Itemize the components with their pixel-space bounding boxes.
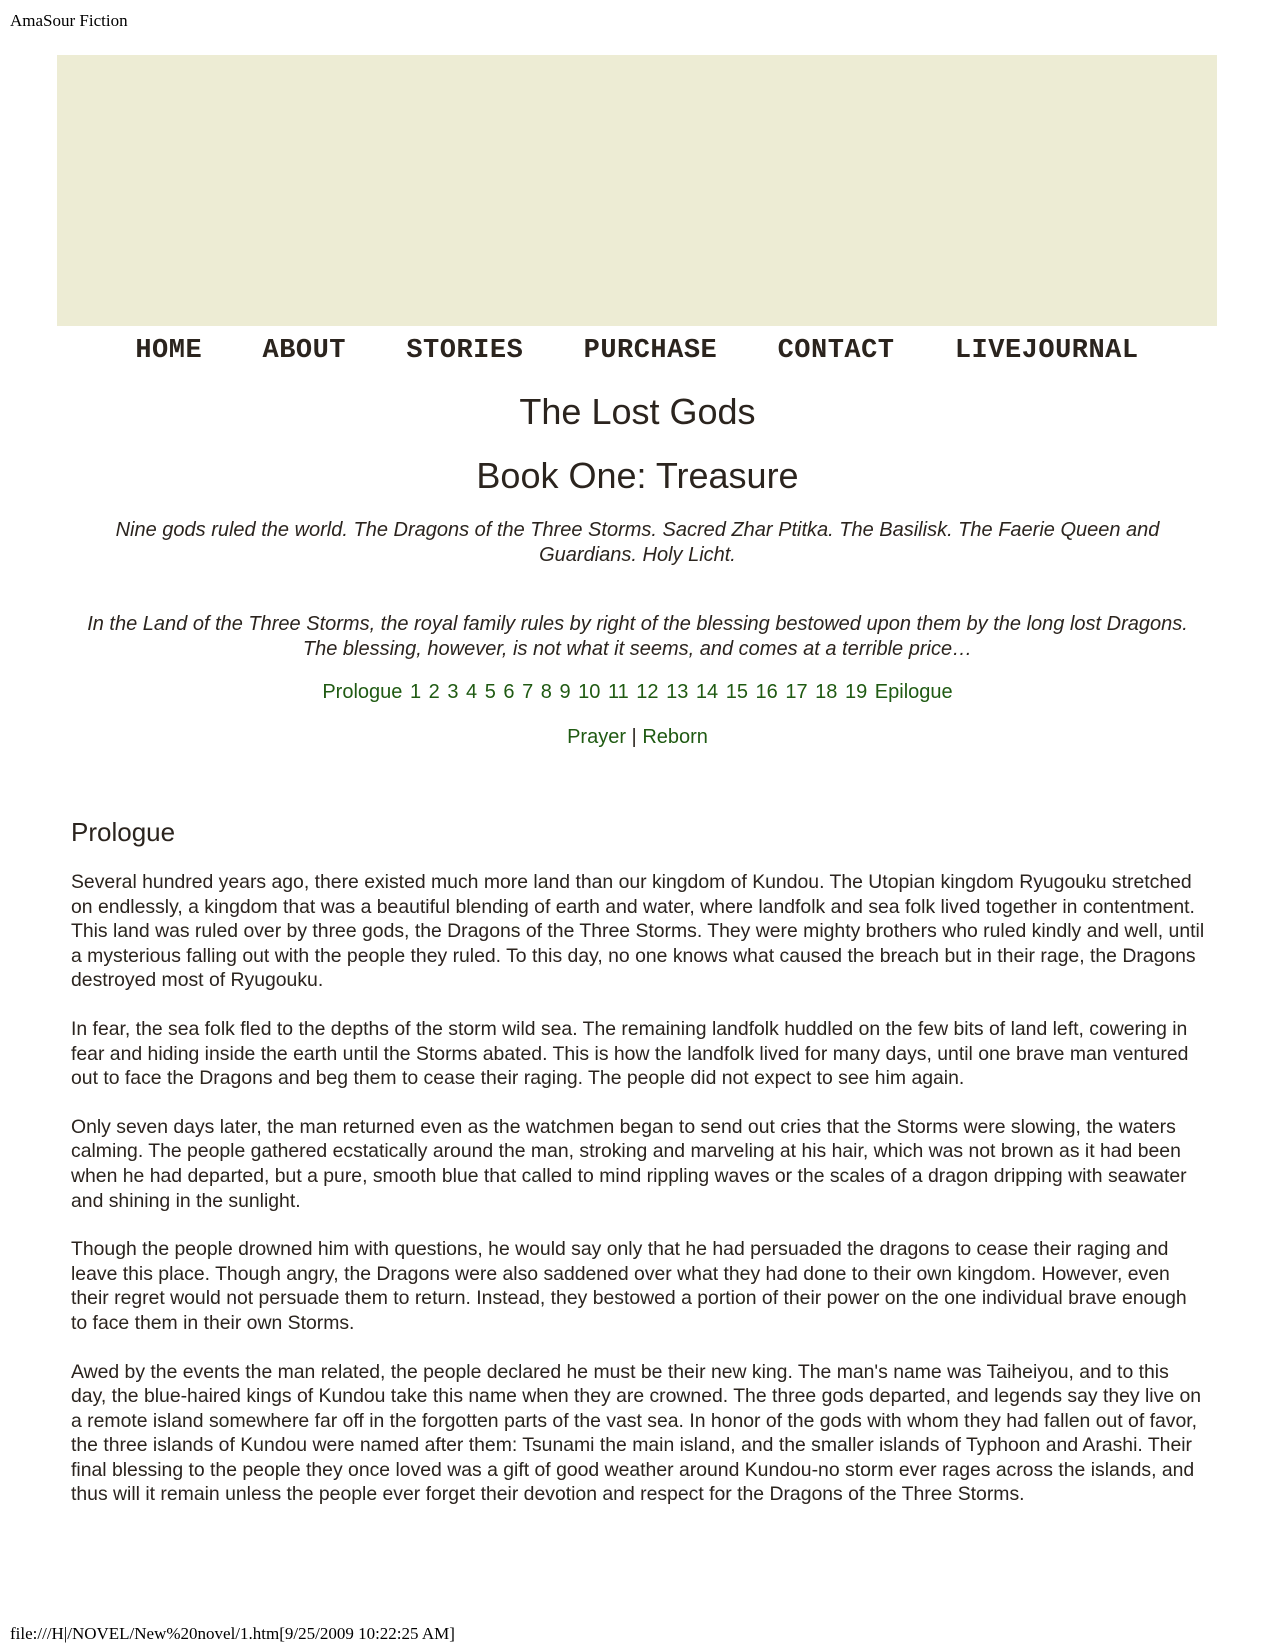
story-paragraph: In fear, the sea folk fled to the depths of the storm wild sea. The remaining landfolk huddled on the few bits of land left, cowering in fear and hiding inside the earth until the Storms abated. This is how the landfolk lived for many days, until one brave man ventured out to face the Dragons and beg them to cease their raging. The people did not expect to see him again.: [71, 1017, 1189, 1090]
nav-stories-link[interactable]: STORIES: [406, 336, 524, 366]
story-paragraph: Several hundred years ago, there existed much more land than our kingdom of Kundou. The Utopian kingdom Ryugouku stretched on endlessly, a kingdom that was a beautiful blending of earth and water, where landfolk and sea folk lived together in contentment. This land was ruled over by three gods, the Dragons of the Three Storms. They were mighty brothers who ruled kindly and well, until a mysterious falling out with the people they ruled. To this day, no one knows what caused the breach but in their rage, the Dragons destroyed most of Ryugouku.: [71, 871, 1205, 992]
chapter-link[interactable]: 18: [815, 681, 838, 703]
nav-livejournal-link[interactable]: LIVEJOURNAL: [954, 336, 1139, 366]
chapter-link[interactable]: 7: [522, 681, 534, 703]
chapter-link[interactable]: 9: [559, 681, 571, 703]
nav-home-link[interactable]: HOME: [135, 336, 203, 366]
chapter-link[interactable]: 8: [540, 681, 552, 703]
chapter-link[interactable]: 17: [785, 681, 808, 703]
site-banner: [57, 55, 1217, 366]
chapter-link[interactable]: 11: [607, 681, 629, 703]
story-paragraph: Awed by the events the man related, the people declared he must be their new king. The man's name was Taiheiyou, and to this day, the blue-haired kings of Kundou take this name when they are crowned. The three gods departed, and legends say they live on a remote island somewhere far off in the forgotten parts of the vast sea. In honor of the gods with whom they had fallen out of favor, the three islands of Kundou were named after them: Tsunami the main island, and the smaller islands of Typhoon and Arashi. Their final blessing to the people they once loved was a gift of good weather around Kundou-no storm ever rages across the islands, and thus will it remain unless the people ever forget their devotion and respect for the Dragons of the Three Storms.: [71, 1360, 1202, 1506]
nav-about-link[interactable]: ABOUT: [262, 336, 347, 366]
tagline-gods: Nine gods ruled the world. The Dragons of the Three Storms. Sacred Zhar Ptitka. The Basilisk. The Faerie Queen and Guardians. Holy Licht.: [115, 519, 1160, 566]
main-nav: [57, 336, 1217, 366]
chapter-link[interactable]: 5: [484, 681, 496, 703]
story-body: [71, 870, 1206, 1531]
chapter-link[interactable]: 19: [844, 681, 868, 703]
chapter-link[interactable]: Epilogue: [874, 681, 953, 703]
chapter-link[interactable]: 3: [447, 681, 459, 703]
story-paragraph: Only seven days later, the man returned even as the watchmen began to send out cries that the Storms were slowing, the waters calming. The people gathered ecstatically around the man, stroking and marveling at his hair, which was not brown as it had been when he had departed, but a pure, smooth blue that called to mind rippling waves or the scales of a dragon dripping with seawater and shining in the sunlight.: [71, 1115, 1187, 1212]
print-footer: file:///H|/NOVEL/New%20novel/1.htm[9/25/2009 10:22:25 AM]: [10, 1624, 455, 1643]
section-heading: Prologue: [71, 817, 176, 847]
chapter-link[interactable]: 6: [503, 681, 515, 703]
chapter-link[interactable]: 14: [695, 681, 719, 703]
reborn-link[interactable]: Reborn: [642, 726, 708, 748]
chapter-link[interactable]: 12: [636, 681, 659, 703]
chapter-links: [0, 681, 1275, 704]
extra-links: [0, 726, 1275, 749]
print-header: AmaSour Fiction: [10, 11, 128, 30]
chapter-link[interactable]: 10: [578, 681, 601, 703]
nav-purchase-link[interactable]: PURCHASE: [583, 336, 718, 366]
chapter-link[interactable]: 13: [666, 681, 689, 703]
prayer-link[interactable]: Prayer: [567, 726, 626, 748]
series-title: The Lost Gods: [519, 391, 756, 432]
link-separator: |: [631, 726, 637, 748]
book-title: Book One: Treasure: [476, 455, 799, 496]
chapter-link[interactable]: 1: [409, 681, 422, 703]
chapter-link[interactable]: 2: [428, 681, 440, 703]
story-paragraph: Though the people drowned him with questions, he would say only that he had persuaded the dragons to cease their raging and leave this place. Though angry, the Dragons were also saddened over what they had done to their own kingdom. However, even their regret would not persuade them to return. Instead, they bestowed a portion of their power on the one individual brave enough to face them in their own Storms.: [71, 1238, 1187, 1334]
chapter-link[interactable]: 16: [755, 681, 778, 703]
chapter-link[interactable]: Prologue: [322, 681, 403, 703]
nav-contact-link[interactable]: CONTACT: [777, 336, 895, 366]
chapter-link[interactable]: 4: [466, 681, 478, 703]
tagline-blessing: In the Land of the Three Storms, the royal family rules by right of the blessing bestowed upon them by the long lost Dragons. The blessing, however, is not what it seems, and comes at a terrible price…: [87, 613, 1188, 660]
chapter-link[interactable]: 15: [725, 681, 748, 703]
